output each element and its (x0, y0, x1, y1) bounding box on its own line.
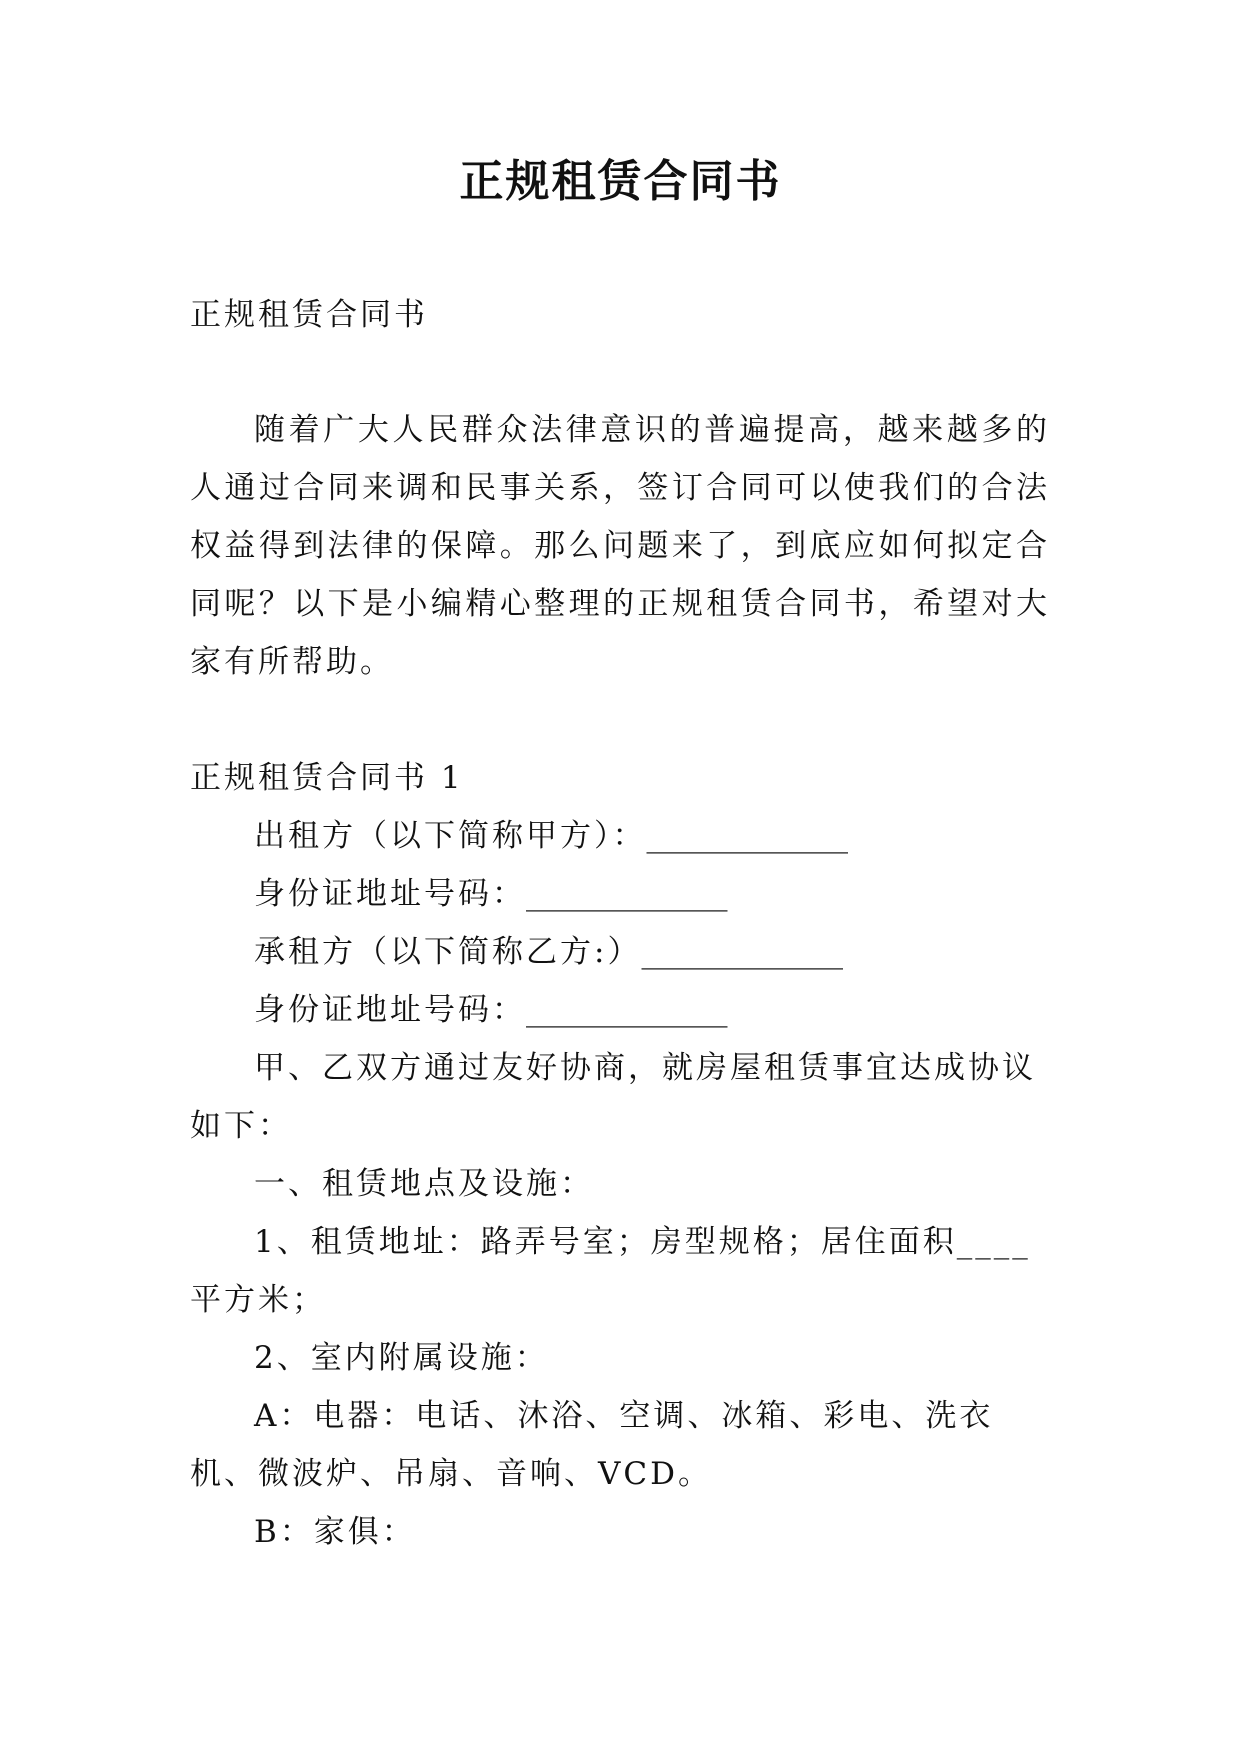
lessor-label: 出租方（以下简称甲方）： (254, 818, 647, 854)
lessor-blank: _____________ (646, 818, 848, 854)
document-title: 正规租赁合同书 (459, 156, 782, 207)
agreement-paragraph: 甲、乙双方通过友好协商，就房屋租赁事宜达成协议如下： (190, 1050, 1036, 1144)
section-title: 正规租赁合同书 1 (190, 760, 464, 796)
clause-indoor-facilities: 2、室内附属设施： (254, 1340, 549, 1376)
lessor-id-label: 身份证地址号码： (254, 876, 526, 912)
clause-appliances: A：电器：电话、沐浴、空调、冰箱、彩电、洗衣机、微波炉、吊扇、音响、VCD。 (190, 1398, 994, 1492)
lessee-id-label: 身份证地址号码： (254, 992, 526, 1028)
lessee-blank: _____________ (641, 934, 843, 970)
lessor-id-blank: _____________ (526, 876, 728, 912)
lessor-line (190, 807, 1050, 865)
clause-heading-location: 一、租赁地点及设施： (254, 1166, 594, 1202)
document-body (190, 286, 1050, 1561)
intro-paragraph: 随着广大人民群众法律意识的普遍提高，越来越多的人通过合同来调和民事关系，签订合同可以使我们的合法权益得到法律的保障。那么问题来了，到底应如何拟定合同呢？以下是小编精心整理的正规租赁合同书，希望对大家有所帮助。 (190, 412, 1050, 680)
lessee-label: 承租方（以下简称乙方:） (254, 934, 642, 970)
clause-furniture: B：家俱： (254, 1514, 416, 1550)
document-subtitle: 正规租赁合同书 (190, 297, 428, 333)
lessee-line (190, 923, 1050, 981)
lessee-id-blank: _____________ (526, 992, 728, 1028)
lessee-id-line (190, 981, 1050, 1039)
lessor-id-line (190, 865, 1050, 923)
clause-rental-address: 1、租赁地址：路弄号室；房型规格；居住面积____平方米； (190, 1224, 1031, 1318)
